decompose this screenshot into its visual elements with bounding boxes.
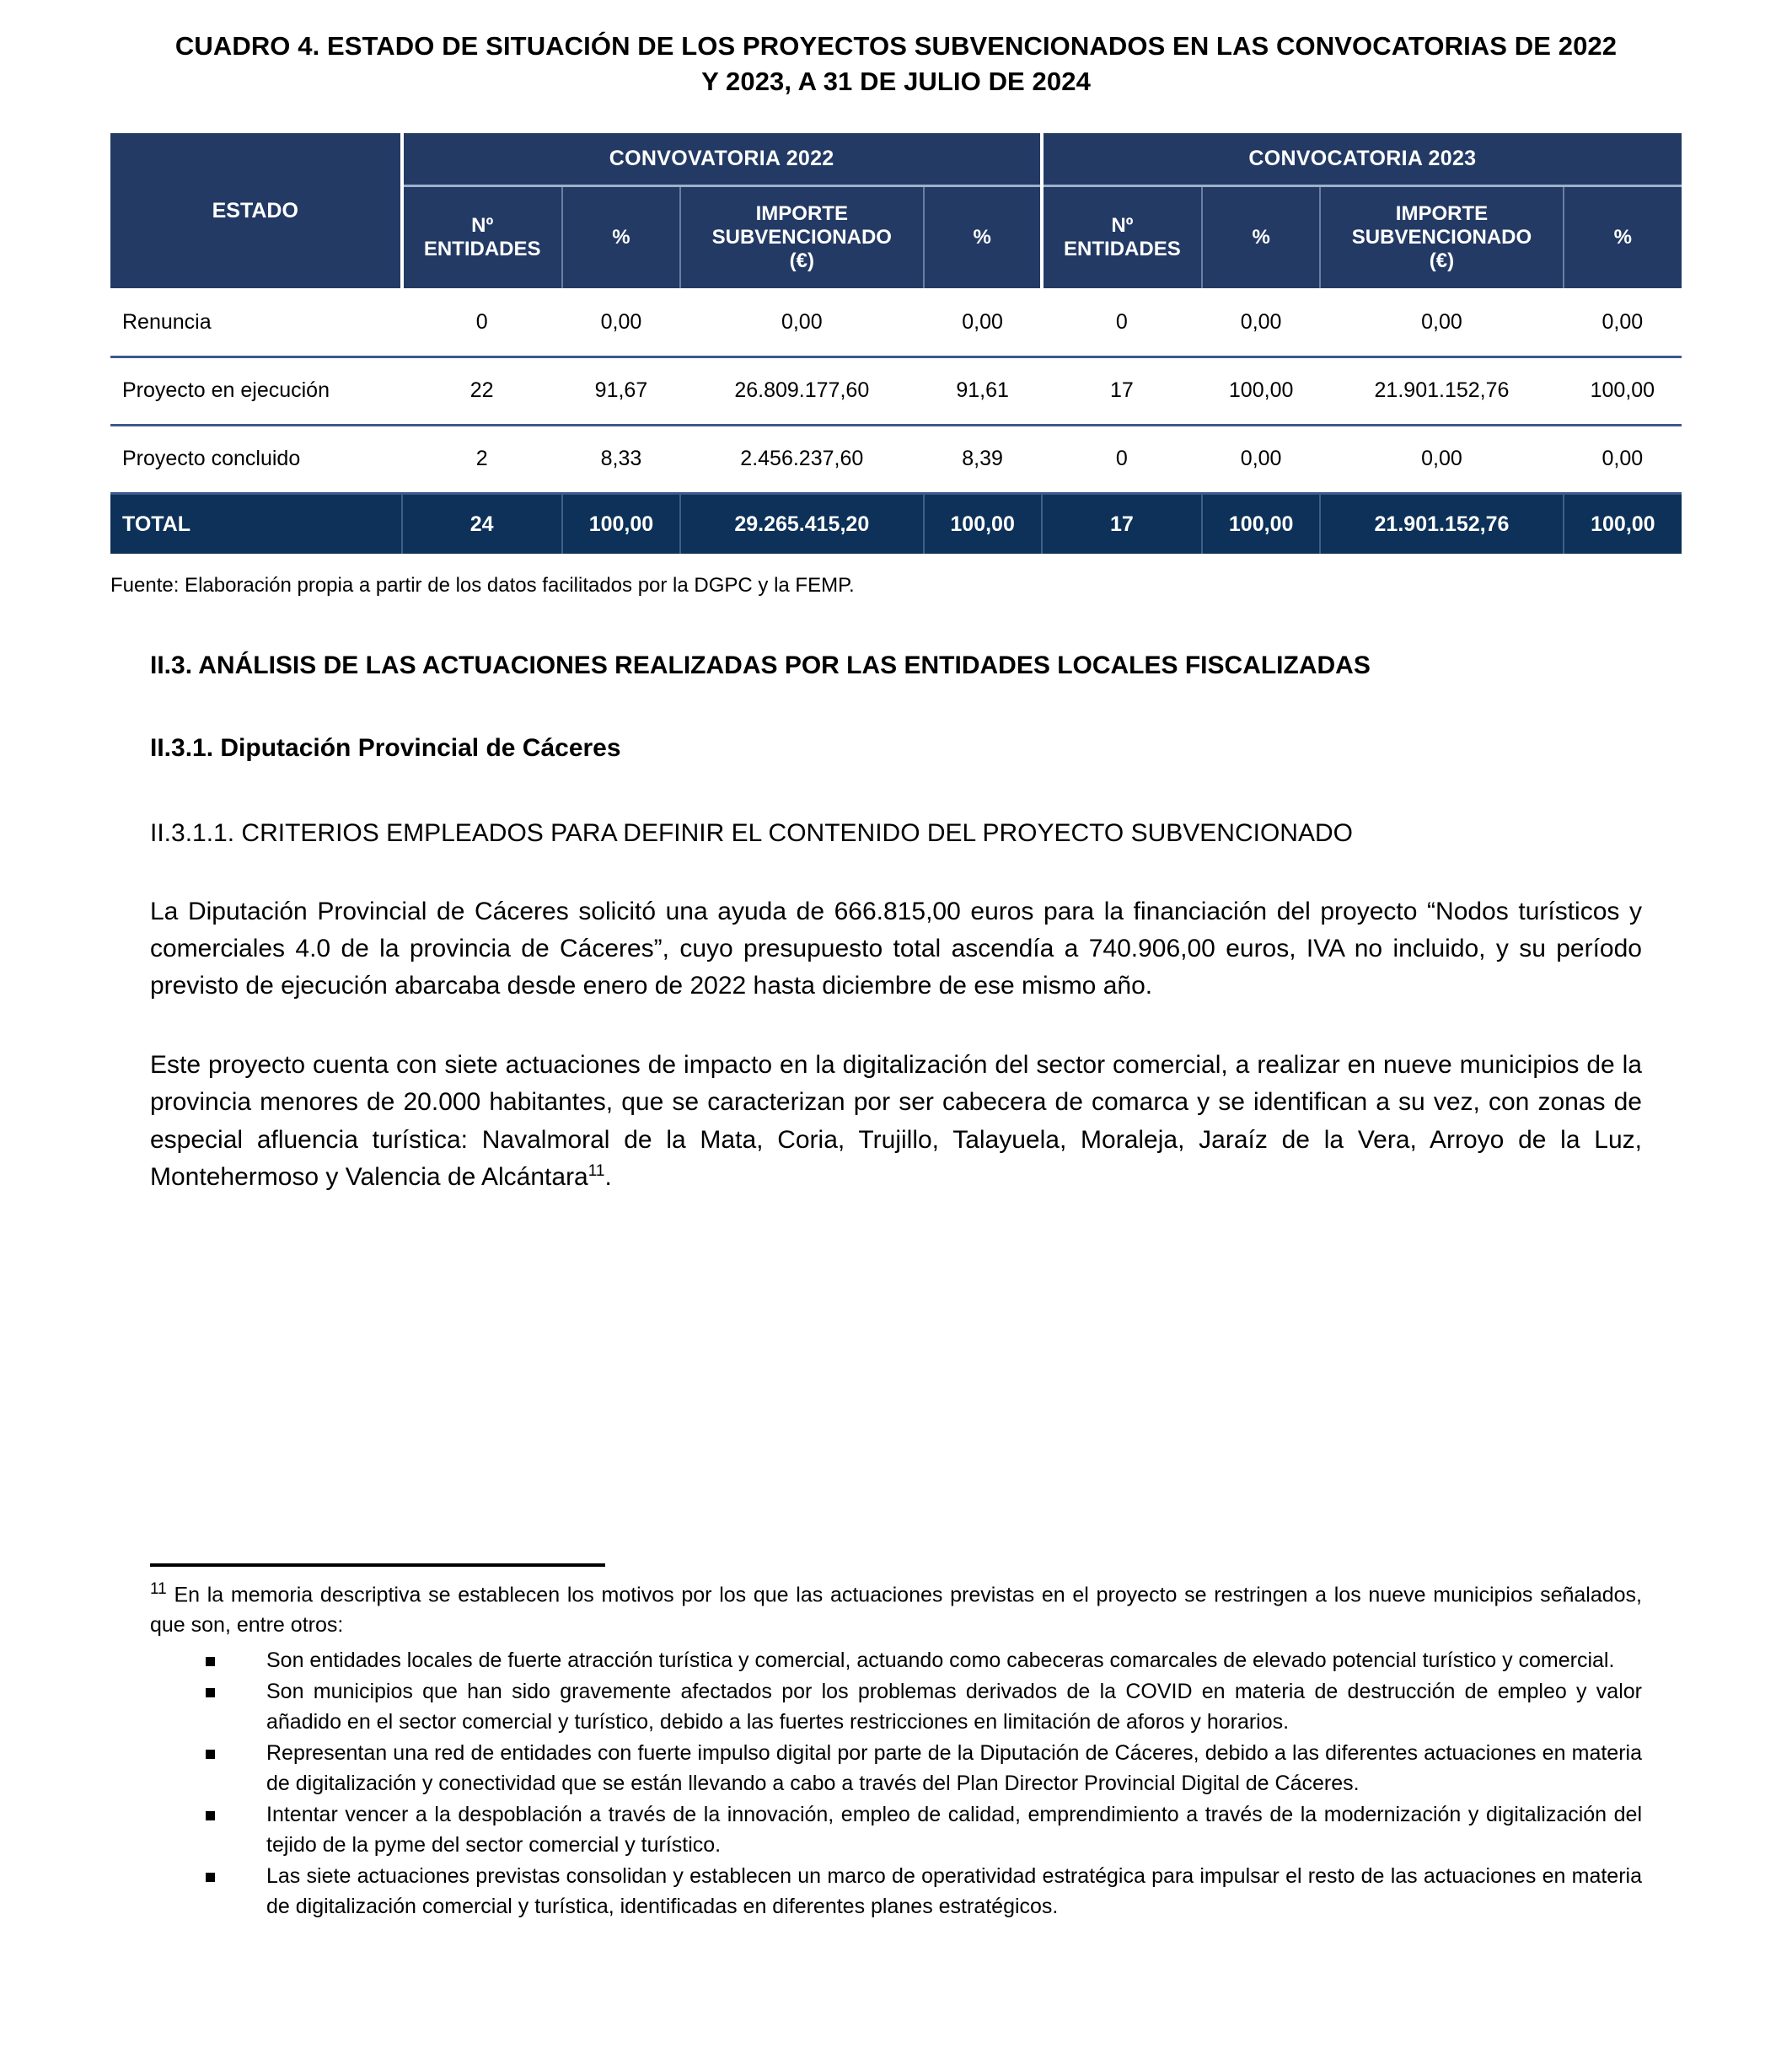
table-group-header-row (110, 133, 1682, 185)
col-header-pct-entidades-2023: % (1202, 185, 1320, 288)
table-row (110, 425, 1682, 493)
cell-estado: Proyecto concluido (110, 425, 402, 493)
cuadro-4-table-container (0, 133, 1792, 554)
list-item (206, 1645, 1642, 1676)
cell-importe-2022: 0,00 (680, 288, 923, 357)
col-header-estado: ESTADO (110, 133, 402, 288)
cell-total-pct-importe-2022: 100,00 (924, 493, 1042, 554)
footnote-intro-text: En la memoria descriptiva se establecen los motivos por los que las actuaciones previstas en el proyecto se restringen a los nueve municipios señalados, que son, entre otros: (150, 1583, 1642, 1637)
cell-pct-importe-2023: 0,00 (1564, 288, 1682, 357)
cell-importe-2022: 2.456.237,60 (680, 425, 923, 493)
cell-pct-importe-2022: 91,61 (924, 357, 1042, 425)
col-group-header-2023: CONVOCATORIA 2023 (1042, 133, 1682, 185)
square-bullet-icon (206, 1688, 215, 1697)
paragraph-ayuda-solicitada: La Diputación Provincial de Cáceres solicitó una ayuda de 666.815,00 euros para la financiación del proyecto “Nodos turísticos y comerciales 4.0 de la provincia de Cáceres”, cuyo presupuesto total ascendía a 740.906,00 euros, IVA no incluido, y su período previsto de ejecución abarcaba desde enero de 2022 hasta diciembre de ese mismo año. (150, 898, 1642, 1000)
cell-total-pct-entidades-2023: 100,00 (1202, 493, 1320, 554)
col-group-header-2022: CONVOVATORIA 2022 (402, 133, 1042, 185)
cell-importe-2023: 0,00 (1320, 425, 1563, 493)
cell-pct-entidades-2023: 0,00 (1202, 288, 1320, 357)
footnote-reference-11[interactable]: 11 (587, 1161, 605, 1180)
cell-pct-entidades-2022: 8,33 (562, 425, 680, 493)
cell-pct-importe-2023: 100,00 (1564, 357, 1682, 425)
col-header-entidades-2022-l2: ENTIDADES (423, 238, 541, 261)
col-header-pct-importe-2023: % (1564, 185, 1682, 288)
body-content (0, 648, 1792, 1195)
cell-total-pct-importe-2023: 100,00 (1564, 493, 1682, 554)
col-header-importe-2022 (680, 185, 923, 288)
cell-entidades-2022: 0 (402, 288, 562, 357)
cell-entidades-2023: 17 (1042, 357, 1202, 425)
cell-total-importe-2023: 21.901.152,76 (1320, 493, 1563, 554)
heading-section-ii-3-1: II.3.1. Diputación Provincial de Cáceres (150, 733, 621, 762)
cell-importe-2022: 26.809.177,60 (680, 357, 923, 425)
cell-total-pct-entidades-2022: 100,00 (562, 493, 680, 554)
cell-pct-entidades-2023: 0,00 (1202, 425, 1320, 493)
cell-pct-entidades-2022: 0,00 (562, 288, 680, 357)
list-item (206, 1861, 1642, 1922)
col-header-importe-2022-l2: SUBVENCIONADO (711, 225, 892, 249)
list-item (206, 1738, 1642, 1799)
col-header-entidades-2023-l1: Nº (1111, 213, 1134, 237)
list-item-text: Son entidades locales de fuerte atracción turística y comercial, actuando como cabeceras comarcales de elevado potencial turístico y comercial. (266, 1649, 1615, 1673)
heading-section-ii-3: II.3. ANÁLISIS DE LAS ACTUACIONES REALIZADAS POR LAS ENTIDADES LOCALES FISCALIZADAS (150, 651, 1371, 680)
cell-pct-entidades-2022: 91,67 (562, 357, 680, 425)
square-bullet-icon (206, 1657, 215, 1666)
square-bullet-icon (206, 1750, 215, 1759)
paragraph-actuaciones-tail: . (604, 1162, 612, 1191)
col-header-importe-2023-l3: (€) (1429, 249, 1455, 273)
footnote-marker-11: 11 (150, 1580, 167, 1598)
list-item-text: Las siete actuaciones previstas consolidan y establecen un marco de operatividad estratégica para impulsar el resto de las actuaciones en materia de digitalización comercial y turística, identificadas en diferentes planes estratégicos. (266, 1863, 1642, 1919)
table-row (110, 357, 1682, 425)
col-header-importe-2023-l2: SUBVENCIONADO (1351, 225, 1532, 249)
paragraph-actuaciones-municipios (150, 1047, 1642, 1195)
cell-estado: Proyecto en ejecución (110, 357, 402, 425)
cell-pct-entidades-2023: 100,00 (1202, 357, 1320, 425)
cell-estado: Renuncia (110, 288, 402, 357)
table-row (110, 288, 1682, 357)
cell-pct-importe-2022: 8,39 (924, 425, 1042, 493)
cell-entidades-2023: 0 (1042, 425, 1202, 493)
page-title: CUADRO 4. ESTADO DE SITUACIÓN DE LOS PROYECTOS SUBVENCIONADOS EN LAS CONVOCATORIAS DE 2022 Y 2023, A 31 DE JULIO DE 2024 (174, 31, 1618, 97)
cell-total-entidades-2022: 24 (402, 493, 562, 554)
cell-total-importe-2022: 29.265.415,20 (680, 493, 923, 554)
col-header-entidades-2022-l1: Nº (471, 213, 494, 237)
square-bullet-icon (206, 1873, 215, 1882)
cell-total-label: TOTAL (110, 493, 402, 554)
col-header-entidades-2023 (1042, 185, 1202, 288)
footnote-intro (150, 1579, 1642, 1640)
list-item-text: Intentar vencer a la despoblación a través de la innovación, empleo de calidad, emprendimiento a través de la modernización y digitalización del tejido de la pyme del sector comercial y turístico. (266, 1802, 1642, 1858)
col-header-pct-importe-2022: % (924, 185, 1042, 288)
cell-entidades-2023: 0 (1042, 288, 1202, 357)
list-item (206, 1676, 1642, 1738)
cell-entidades-2022: 2 (402, 425, 562, 493)
list-item (206, 1799, 1642, 1861)
heading-section-ii-3-1-1: II.3.1.1. CRITERIOS EMPLEADOS PARA DEFINIR EL CONTENIDO DEL PROYECTO SUBVENCIONADO (150, 818, 1353, 847)
col-header-importe-2022-l1: IMPORTE (755, 201, 848, 225)
cell-importe-2023: 0,00 (1320, 288, 1563, 357)
col-header-importe-2023 (1320, 185, 1563, 288)
footnote-area (0, 1563, 1792, 1922)
col-header-entidades-2022 (402, 185, 562, 288)
table-total-row (110, 493, 1682, 554)
table-source-note: Fuente: Elaboración propia a partir de los datos facilitados por la DGPC y la FEMP. (110, 574, 855, 598)
list-item-text: Son municipios que han sido gravemente afectados por los problemas derivados de la COVID en materia de destrucción de empleo y valor añadido en el sector comercial y turístico, debido a las fuertes restricciones en limitación de aforos y horarios. (266, 1679, 1642, 1734)
footnote-separator-rule (150, 1563, 605, 1567)
footnote-bullet-list (150, 1645, 1642, 1922)
col-header-importe-2022-l3: (€) (789, 249, 814, 273)
col-header-pct-entidades-2022: % (562, 185, 680, 288)
square-bullet-icon (206, 1811, 215, 1820)
cell-pct-importe-2023: 0,00 (1564, 425, 1682, 493)
cuadro-4-table (110, 133, 1682, 554)
col-header-entidades-2023-l2: ENTIDADES (1064, 238, 1181, 261)
list-item-text: Representan una red de entidades con fuerte impulso digital por parte de la Diputación de Cáceres, debido a las diferentes actuaciones en materia de digitalización y conectividad que se están llevando a cabo a través del Plan Director Provincial Digital de Cáceres. (266, 1740, 1642, 1796)
cell-total-entidades-2023: 17 (1042, 493, 1202, 554)
col-header-importe-2023-l1: IMPORTE (1395, 201, 1489, 225)
cell-pct-importe-2022: 0,00 (924, 288, 1042, 357)
cell-importe-2023: 21.901.152,76 (1320, 357, 1563, 425)
paragraph-actuaciones-text: Este proyecto cuenta con siete actuaciones de impacto en la digitalización del sector comercial, a realizar en nueve municipios de la provincia menores de 20.000 habitantes, que se caracterizan por ser cabecera de comarca y se identifican a su vez, con zonas de especial afluencia turística: Navalmoral de la Mata, Coria, Trujillo, Talayuela, Moraleja, Jaraíz de la Vera, Arroyo de la Luz, Montehermoso y Valencia de Alcántara (150, 1051, 1642, 1191)
cell-entidades-2022: 22 (402, 357, 562, 425)
